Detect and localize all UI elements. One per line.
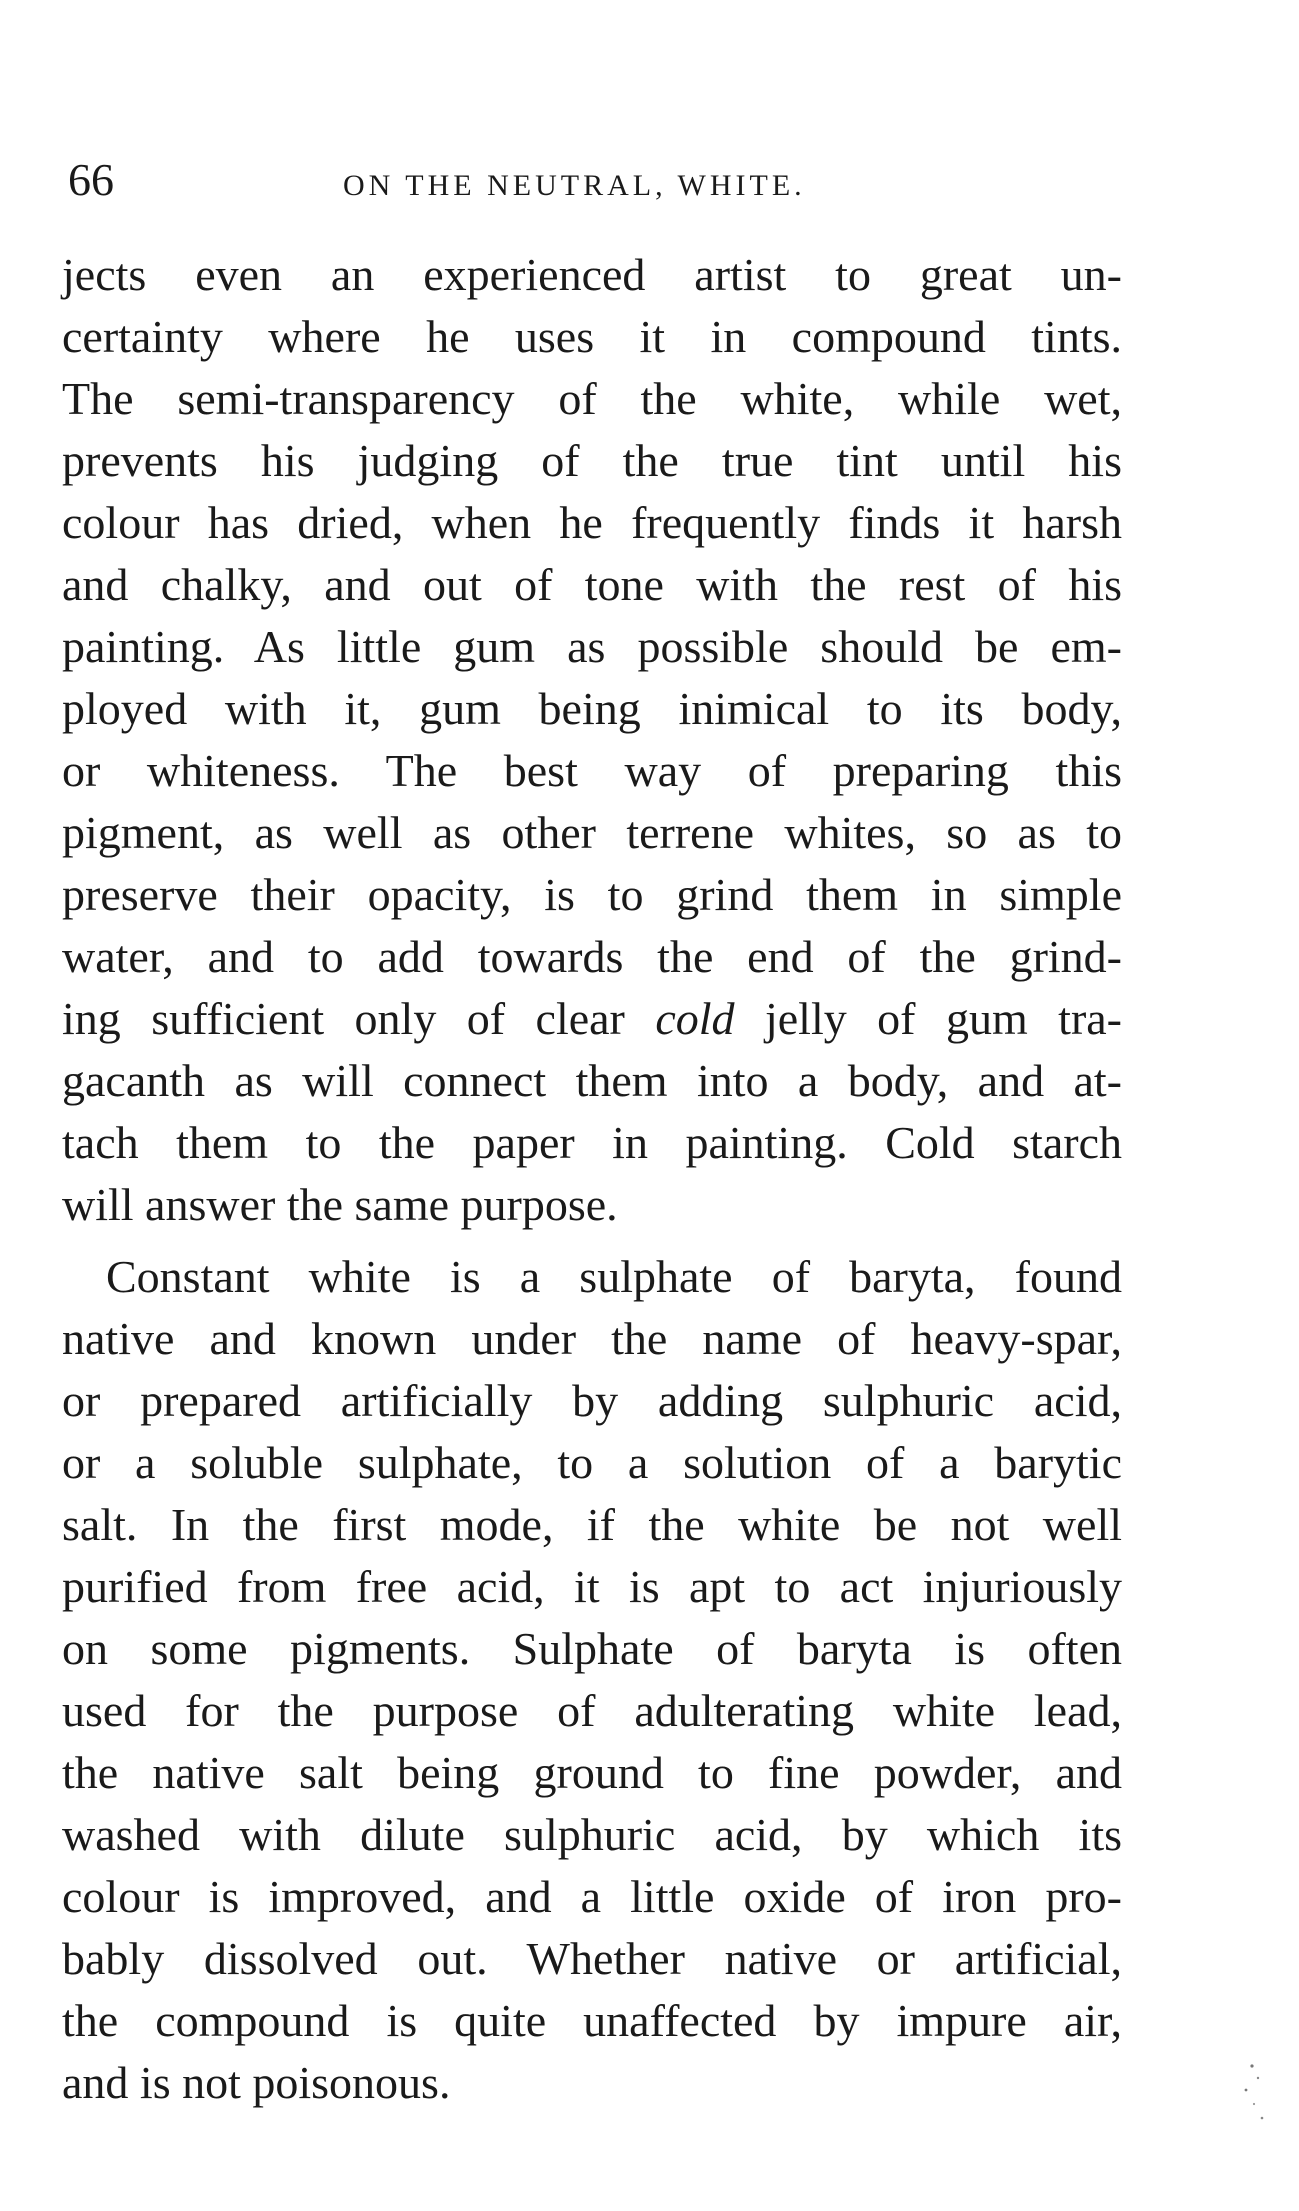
text-line: Constant white is a sulphate of baryta, found — [106, 1251, 1122, 1302]
text-line: The semi-transparency of the white, while wet, — [62, 373, 1122, 424]
text-line: painting. As little gum as possible should be em- — [62, 621, 1122, 672]
text-line: bably dissolved out. Whether native or artificial, — [62, 1933, 1122, 1984]
text-segment: ing sufficient only of clear — [62, 993, 625, 1044]
text-line: preserve their opacity, is to grind them in simple — [62, 869, 1122, 920]
text-line: the native salt being ground to fine powder, and — [62, 1747, 1122, 1798]
text-line: on some pigments. Sulphate of baryta is often — [62, 1623, 1122, 1674]
text-line: the compound is quite unaffected by impure air, — [62, 1995, 1122, 2046]
text-line: and is not poisonous. — [62, 2057, 451, 2108]
page-number: 66 — [68, 154, 114, 205]
text-line: washed with dilute sulphuric acid, by which its — [62, 1809, 1122, 1860]
text-line: or whiteness. The best way of preparing this — [62, 745, 1122, 796]
text-line: tach them to the paper in painting. Cold starch — [62, 1117, 1122, 1168]
running-head: ON THE NEUTRAL, WHITE. — [343, 169, 806, 202]
text-line — [62, 988, 1122, 1050]
text-line: prevents his judging of the true tint until his — [62, 435, 1122, 486]
text-line: purified from free acid, it is apt to act injuriously — [62, 1561, 1122, 1612]
text-segment: jelly of gum tra- — [764, 993, 1122, 1044]
text-line: or prepared artificially by adding sulphuric acid, — [62, 1375, 1122, 1426]
text-line: native and known under the name of heavy-spar, — [62, 1313, 1122, 1364]
paragraph-2 — [62, 1246, 1122, 2114]
text-line: and chalky, and out of tone with the rest of his — [62, 559, 1122, 610]
text-line: salt. In the first mode, if the white be not well — [62, 1499, 1122, 1550]
text-line: will answer the same purpose. — [62, 1179, 618, 1230]
text-line: water, and to add towards the end of the grind- — [62, 931, 1122, 982]
text-line: jects even an experienced artist to great un- — [62, 249, 1122, 300]
italic-word: cold — [655, 993, 735, 1044]
text-line: colour is improved, and a little oxide of iron pro- — [62, 1871, 1122, 1922]
text-line: colour has dried, when he frequently finds it harsh — [62, 497, 1122, 548]
paragraph-gap — [62, 1236, 1122, 1246]
paper-specks — [1232, 2060, 1272, 2140]
body-text — [62, 244, 1122, 2114]
page-header — [68, 150, 1128, 210]
paragraph-1 — [62, 244, 1122, 1236]
text-line: or a soluble sulphate, to a solution of a barytic — [62, 1437, 1122, 1488]
text-line: pigment, as well as other terrene whites, so as to — [62, 807, 1122, 858]
text-line: gacanth as will connect them into a body, and at- — [62, 1055, 1122, 1106]
text-line: certainty where he uses it in compound tints. — [62, 311, 1122, 362]
text-line: used for the purpose of adulterating white lead, — [62, 1685, 1122, 1736]
text-line: ployed with it, gum being inimical to its body, — [62, 683, 1122, 734]
